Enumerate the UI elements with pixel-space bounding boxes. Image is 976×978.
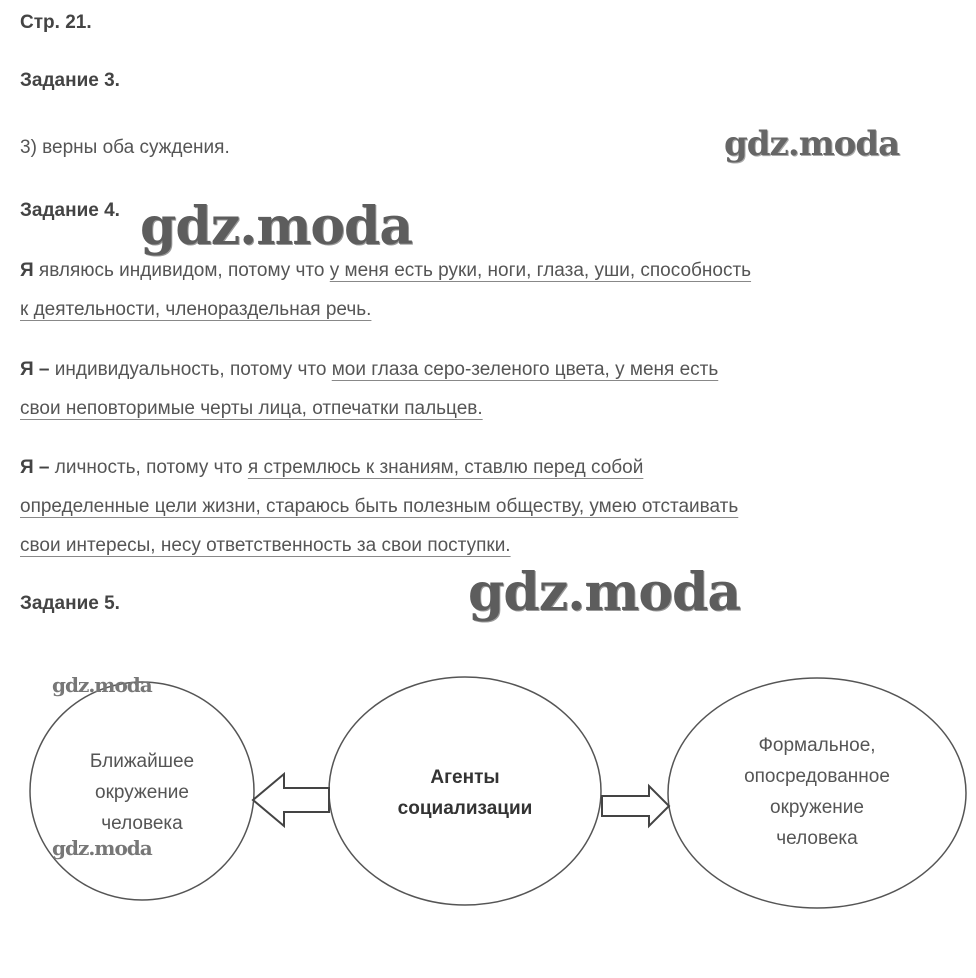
subject-ya: Я — [20, 359, 34, 380]
task4-heading: Задание 4. — [20, 200, 120, 221]
para2-underlined-1: мои глаза серо-зеленого цвета, у меня есть — [331, 359, 719, 380]
watermark: gdz.moda — [52, 673, 152, 697]
center-line-2: социализации — [397, 798, 533, 819]
right-line-3: окружение — [770, 797, 864, 818]
dash: – — [33, 359, 55, 380]
task5-heading: Задание 5. — [20, 593, 120, 614]
watermark: gdz.moda — [52, 836, 152, 860]
task4-para1 — [20, 251, 751, 329]
watermark: gdz.moda — [468, 562, 741, 623]
task4-para3 — [20, 448, 738, 565]
watermark: gdz.moda — [724, 124, 900, 164]
center-line-1: Агенты — [430, 767, 500, 788]
left-circle-text — [42, 746, 242, 839]
page-reference: Стр. 21. — [20, 12, 92, 33]
watermark: gdz.moda — [140, 196, 413, 257]
right-circle-text — [697, 730, 937, 854]
para3-underlined-3: свои интересы, несу ответственность за свои поступки. — [20, 535, 511, 556]
para2-underlined-2: свои неповторимые черты лица, отпечатки пальцев. — [20, 398, 483, 419]
right-line-1: Формальное, — [758, 735, 876, 756]
dash: – — [33, 457, 55, 478]
arrow-right-icon — [602, 786, 669, 826]
para3-underlined-2: определенные цели жизни, стараюсь быть полезным обществу, умею отстаивать — [20, 496, 739, 517]
task3-heading: Задание 3. — [20, 70, 120, 91]
right-line-2: опосредованное — [744, 766, 890, 787]
para2-text: индивидуальность, потому что — [54, 359, 332, 380]
para1-underlined-1: у меня есть руки, ноги, глаза, уши, способность — [329, 260, 752, 281]
para1-underlined-2: к деятельности, членораздельная речь. — [20, 299, 372, 320]
arrow-left-icon — [253, 774, 329, 826]
para3-underlined-1: я стремлюсь к знаниям, ставлю перед собой — [247, 457, 644, 478]
center-circle-text — [345, 762, 585, 824]
left-line-1: Ближайшее — [89, 751, 195, 772]
left-line-2: окружение — [95, 782, 189, 803]
para1-text: являюсь индивидом, потому что — [33, 260, 330, 281]
subject-ya: Я — [20, 457, 34, 478]
task3-answer: 3) верны оба суждения. — [20, 137, 230, 158]
left-line-3: человека — [101, 813, 183, 834]
subject-ya: Я — [20, 260, 34, 281]
right-line-4: человека — [776, 828, 858, 849]
task4-para2 — [20, 350, 718, 428]
para3-text: личность, потому что — [54, 457, 248, 478]
